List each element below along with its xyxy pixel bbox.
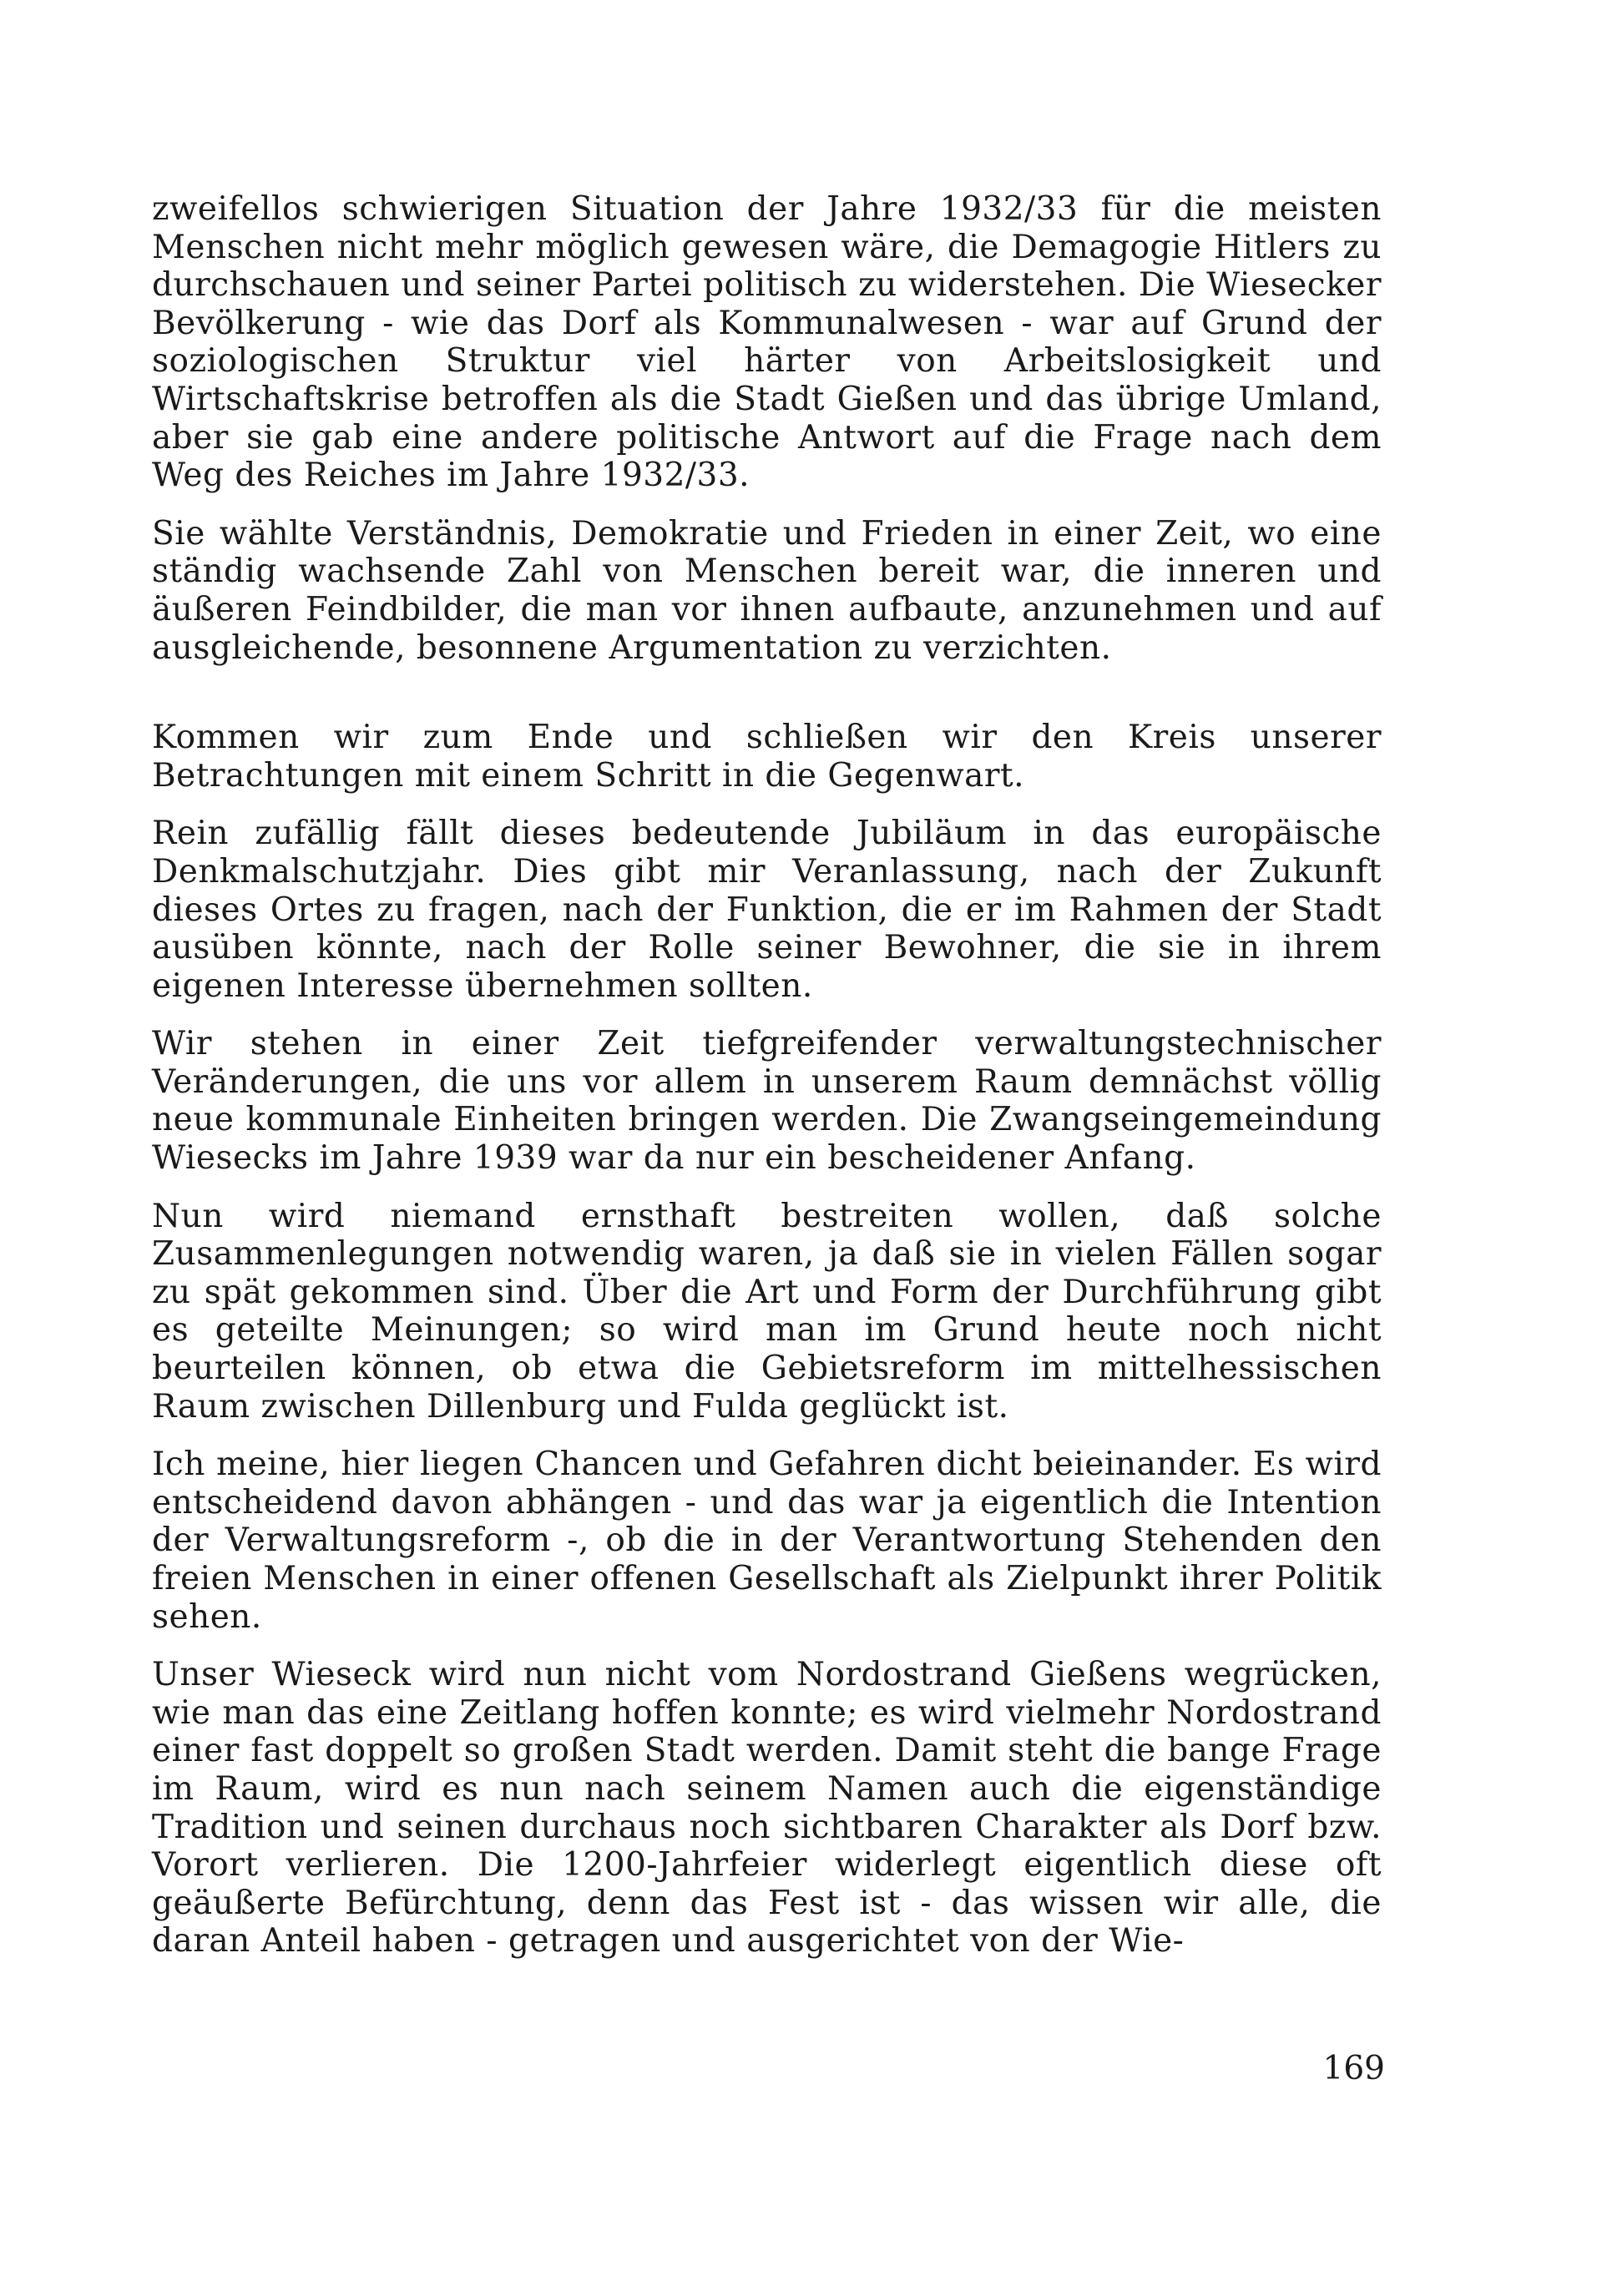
body-text	[152, 190, 1382, 1960]
paragraph-8: Unser Wieseck wird nun nicht vom Nordostrand Gießens wegrücken, wie man das eine Zeitlang hoffen konnte; es wird vielmehr Nordostrand einer fast doppelt so großen Stadt werden. Damit steht die bange Frage im Raum, wird es nun nach seinem Namen auch die eigenständige Tradition und seinen durchaus noch sichtbaren Charakter als Dorf bzw. Vorort verlieren. Die 1200-Jahrfeier widerlegt eigentlich diese oft geäußerte Befürchtung, denn das Fest ist - das wissen wir alle, die daran Anteil haben - getragen und ausgerichtet von der Wie-	[152, 1656, 1382, 1960]
paragraph-1: zweifellos schwierigen Situation der Jahre 1932/33 für die meisten Menschen nicht mehr möglich gewesen wäre, die Demagogie Hitlers zu durchschauen und seiner Partei politisch zu widerstehen. Die Wiesecker Bevölkerung - wie das Dorf als Kommunalwesen - war auf Grund der soziologischen Struktur viel härter von Arbeitslosigkeit und Wirtschaftskrise betroffen als die Stadt Gießen und das übrige Umland, aber sie gab eine andere politische Antwort auf die Frage nach dem Weg des Reiches im Jahre 1932/33.	[152, 190, 1382, 495]
paragraph-6: Nun wird niemand ernsthaft bestreiten wollen, daß solche Zusammenlegungen notwendig waren, ja daß sie in vielen Fällen sogar zu spät gekommen sind. Über die Art und Form der Durchführung gibt es geteilte Meinungen; so wird man im Grund heute noch nicht beurteilen können, ob etwa die Gebietsreform im mittelhessischen Raum zwischen Dillenburg und Fulda geglückt ist.	[152, 1197, 1382, 1426]
paragraph-7: Ich meine, hier liegen Chancen und Gefahren dicht beieinander. Es wird entscheidend davon abhängen - und das war ja eigentlich die Intention der Verwaltungsreform -, ob die in der Verantwortung Stehenden den freien Menschen in einer offenen Gesellschaft als Zielpunkt ihrer Politik sehen.	[152, 1446, 1382, 1636]
page-number: 169	[1322, 2050, 1385, 2087]
paragraph-3: Kommen wir zum Ende und schließen wir den Kreis unserer Betrachtungen mit einem Schritt in die Gegenwart.	[152, 719, 1382, 795]
paragraph-4: Rein zufällig fällt dieses bedeutende Jubiläum in das europäische Denkmalschutzjahr. Dies gibt mir Veranlassung, nach der Zukunft dieses Ortes zu fragen, nach der Funktion, die er im Rahmen der Stadt ausüben könnte, nach der Rolle seiner Bewohner, die sie in ihrem eigenen Interesse übernehmen sollten.	[152, 815, 1382, 1005]
paragraph-5: Wir stehen in einer Zeit tiefgreifender verwaltungstechnischer Veränderungen, die uns vor allem in unserem Raum demnächst völlig neue kommunale Einheiten bringen werden. Die Zwangseingemeindung Wiesecks im Jahre 1939 war da nur ein bescheidener Anfang.	[152, 1025, 1382, 1178]
paragraph-2: Sie wählte Verständnis, Demokratie und Frieden in einer Zeit, wo eine ständig wachsende Zahl von Menschen bereit war, die inneren und äußeren Feindbilder, die man vor ihnen aufbaute, anzunehmen und auf ausgleichende, besonnene Argumentation zu verzichten.	[152, 514, 1382, 667]
